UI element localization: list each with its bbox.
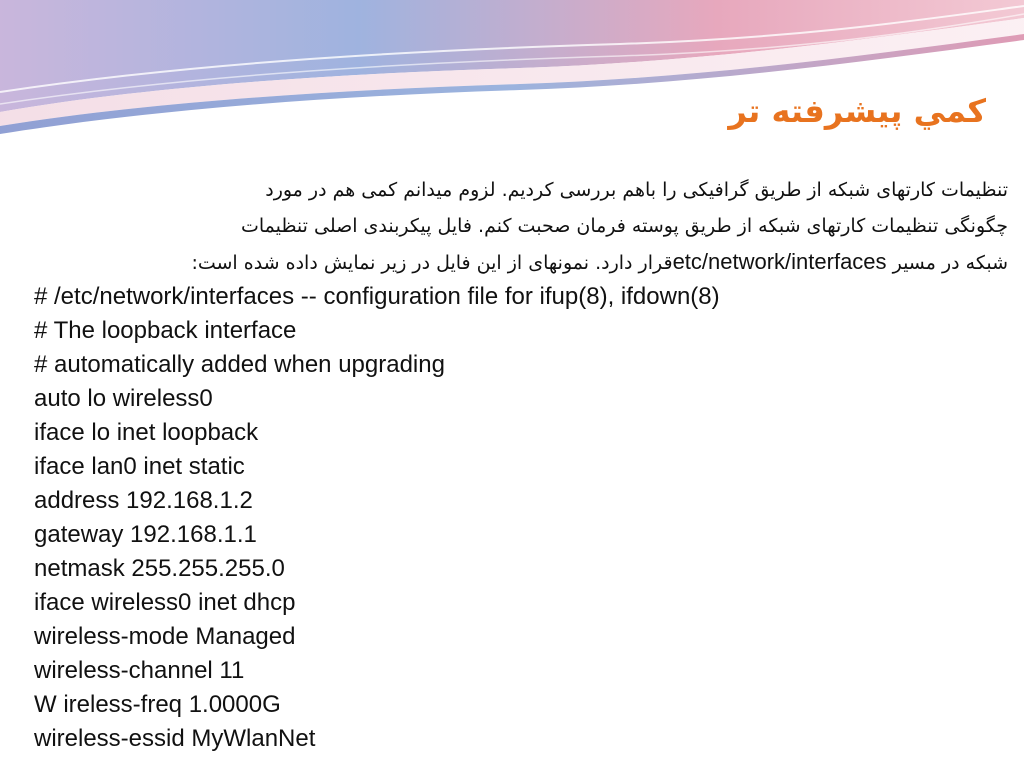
intro-line-3-before: شبکه در مسیر	[892, 252, 1008, 274]
config-line: wireless-channel 11	[34, 657, 245, 684]
config-line: # automatically added when upgrading	[34, 351, 445, 378]
config-line: # The loopback interface	[34, 317, 297, 344]
slide-title: كمي پيشرفته تر	[728, 92, 986, 130]
intro-line-2: چگونگی تنظیمات کارتهای شبکه از طریق پوسته فرمان صحبت کنم. فایل پیکربندی اصلی تنظیمات	[240, 215, 1008, 237]
config-line: iface lo inet loopback	[34, 419, 259, 446]
config-line: # /etc/network/interfaces -- configuration file for ifup(8), ifdown(8)	[34, 283, 720, 310]
intro-paragraph	[16, 172, 1008, 281]
config-line: iface lan0 inet static	[34, 453, 245, 480]
config-line: W ireless-freq 1.0000G	[34, 691, 281, 718]
intro-line-1: تنظیمات کارتهای شبکه از طریق گرافیکی را باهم بررسی کردیم. لزوم میدانم کمی هم در مورد	[265, 179, 1008, 201]
config-line: address 192.168.1.2	[34, 487, 253, 514]
interfaces-path: etc/network/interfaces	[672, 249, 887, 274]
config-line: netmask 255.255.255.0	[34, 555, 285, 582]
config-line: wireless-mode Managed	[34, 623, 296, 650]
config-line: gateway 192.168.1.1	[34, 521, 257, 548]
config-line: wireless-essid MyWlanNet	[34, 725, 316, 752]
intro-line-3	[16, 244, 1008, 281]
config-file-listing	[34, 280, 720, 756]
intro-line-3-after: قرار دارد. نمونهای از این فایل در زیر نمایش داده شده است:	[191, 252, 673, 274]
config-line: auto lo wireless0	[34, 385, 213, 412]
config-line: iface wireless0 inet dhcp	[34, 589, 296, 616]
